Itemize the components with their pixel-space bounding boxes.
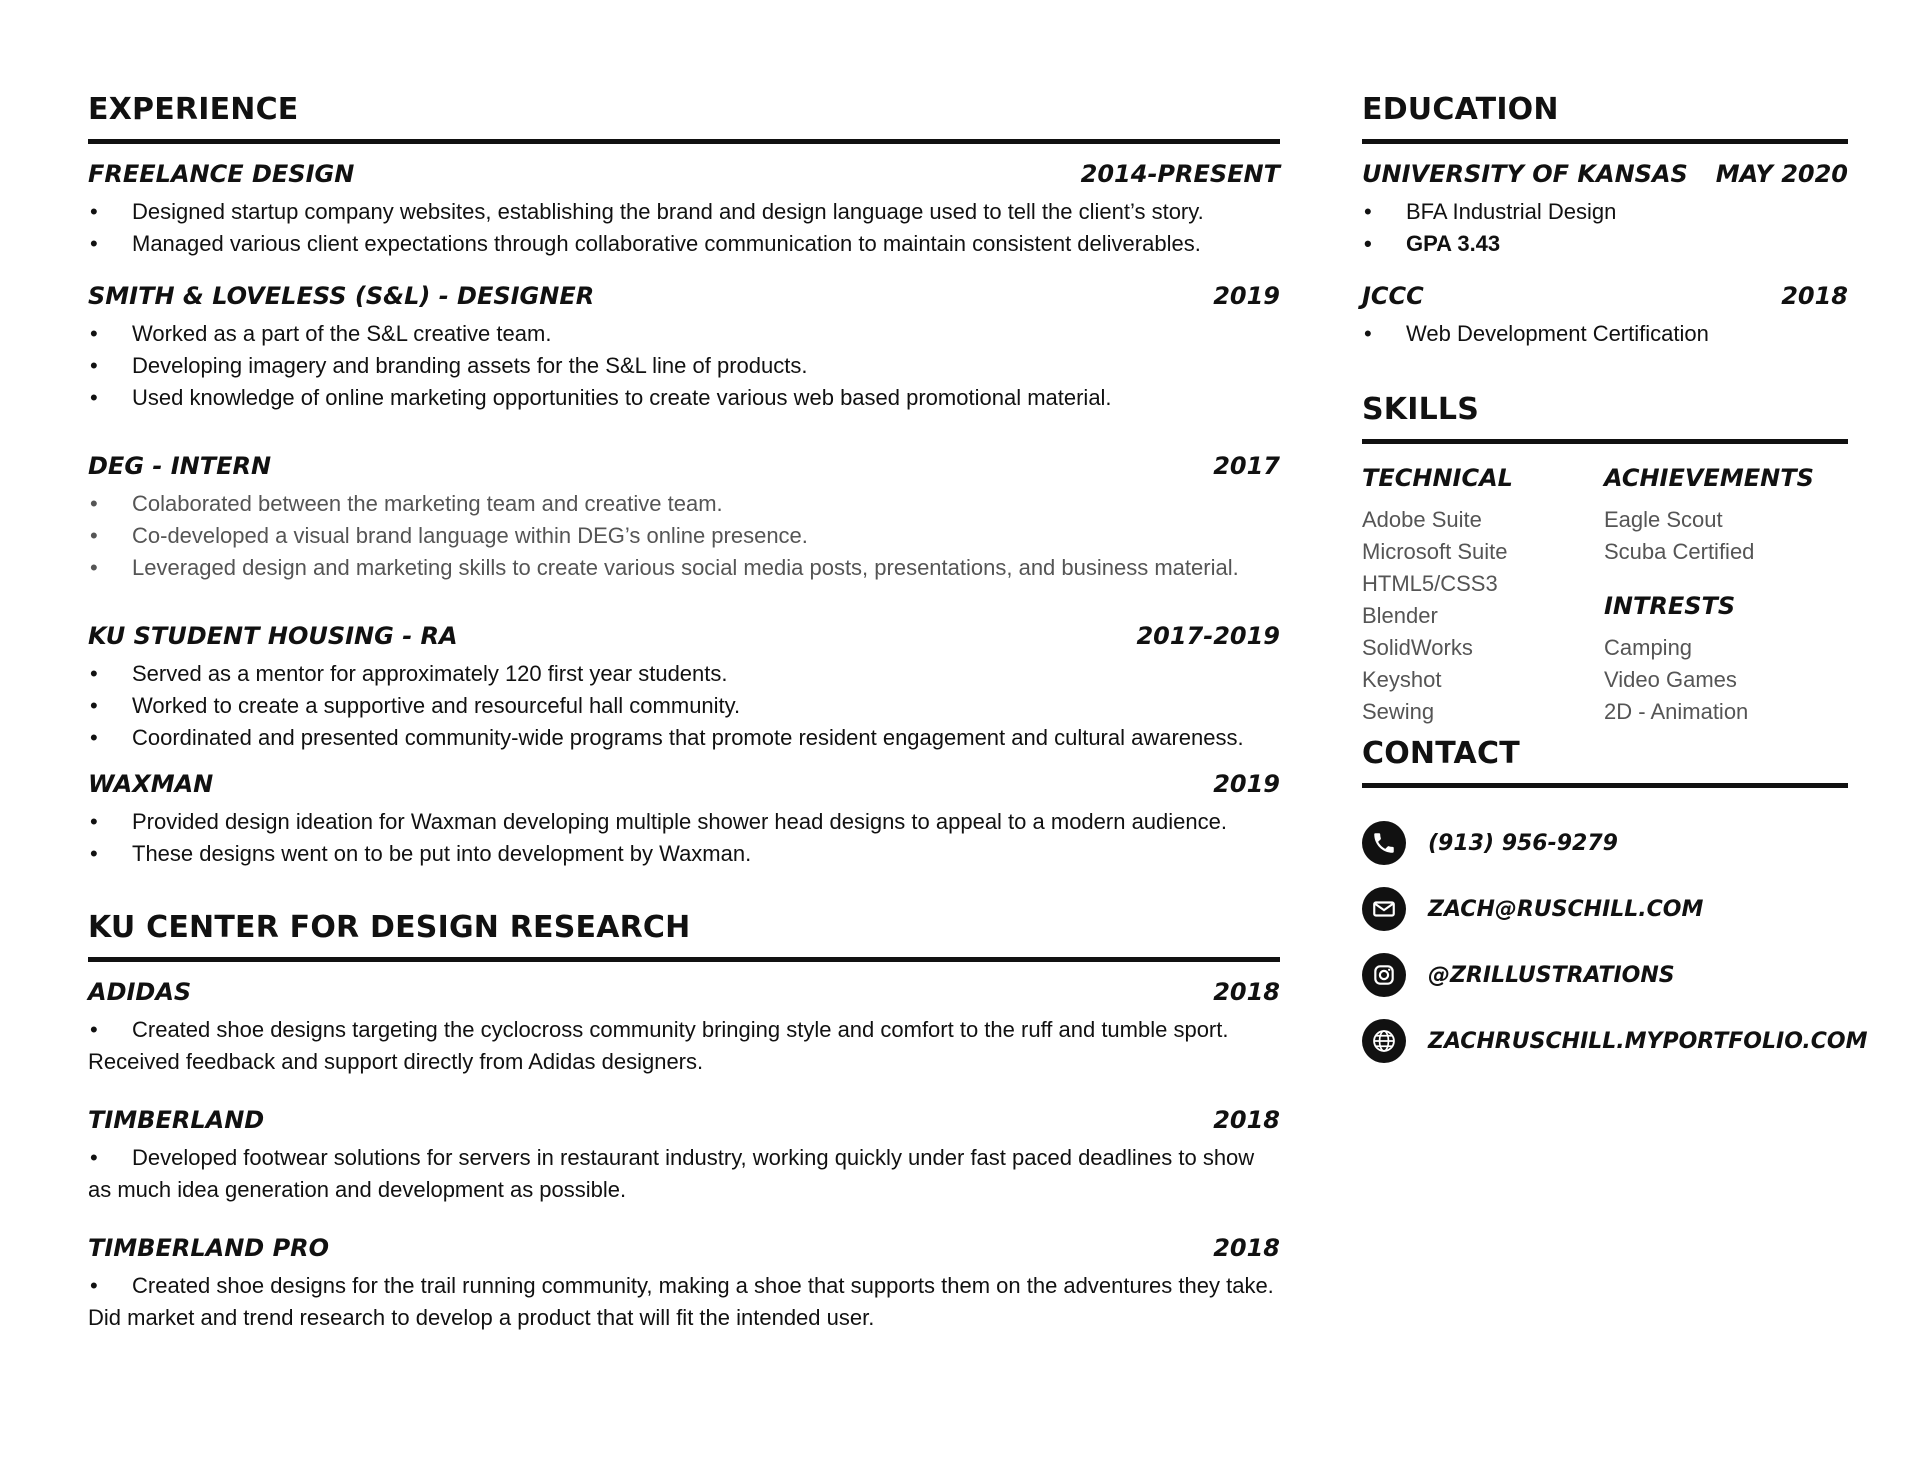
job-bullets	[88, 806, 1280, 870]
project-title: ADIDAS	[88, 978, 192, 1006]
interests-title: INTRESTS	[1604, 592, 1736, 620]
skill-item: HTML5/CSS3	[1362, 571, 1498, 596]
job-bullets	[88, 318, 1280, 414]
job-bullet: • Designed startup company websites, establishing the brand and design language used to tell the client’s story.	[88, 196, 1280, 228]
school-bullets	[1362, 318, 1848, 350]
education-heading: EDUCATION	[1362, 92, 1848, 144]
contact-email	[1362, 876, 1848, 942]
technical-column	[1362, 464, 1604, 728]
job-bullet: • Co-developed a visual brand language within DEG’s online presence.	[88, 520, 1280, 552]
job-bullet: • Worked to create a supportive and resourceful hall community.	[88, 690, 1280, 722]
left-column	[88, 92, 1280, 1334]
job-bullets	[88, 658, 1280, 754]
job-title: DEG - INTERN	[88, 452, 272, 480]
school-bullets	[1362, 196, 1848, 260]
job-title: FREELANCE DESIGN	[88, 160, 355, 188]
job-bullet: • Colaborated between the marketing team and creative team.	[88, 488, 1280, 520]
achievements-title: ACHIEVEMENTS	[1604, 464, 1814, 492]
gpa-bullet: • GPA 3.43	[1362, 228, 1848, 260]
job-entry	[88, 160, 1280, 260]
interests-list	[1604, 632, 1846, 728]
globe-icon	[1362, 1019, 1406, 1063]
school-title: UNIVERSITY OF KANSAS	[1362, 160, 1688, 188]
school-bullet: • BFA Industrial Design	[1362, 196, 1848, 228]
phone-text: (913) 956-9279	[1428, 830, 1618, 856]
interest-item: 2D - Animation	[1604, 699, 1749, 724]
project-description: • Developed footwear solutions for servers in restaurant industry, working quickly under fast paced deadlines to show as much idea generation and development as possible.	[88, 1145, 1255, 1202]
job-date: 2014-PRESENT	[1080, 160, 1280, 188]
email-text: ZACH@RUSCHILL.COM	[1428, 896, 1704, 922]
job-bullet: • Coordinated and presented community-wide programs that promote resident engagement and cultural awareness.	[88, 722, 1280, 754]
job-entry	[88, 452, 1280, 584]
job-date: 2017	[1213, 452, 1280, 480]
project-text: Created shoe designs targeting the cyclocross community bringing style and comfort to the ruff and tumble sport. Received feedback and support directly from Adidas designers.	[88, 1017, 1229, 1074]
job-bullet: • Developing imagery and branding assets for the S&L line of products.	[88, 350, 1280, 382]
job-bullet: • Used knowledge of online marketing opportunities to create various web based promotional material.	[88, 382, 1280, 414]
job-entry	[88, 770, 1280, 870]
job-date: 2019	[1213, 282, 1280, 310]
school-entry	[1362, 160, 1848, 260]
job-date: 2017-2019	[1136, 622, 1280, 650]
project-entry	[88, 1106, 1280, 1206]
job-entry	[88, 622, 1280, 754]
job-bullet: • Managed various client expectations through collaborative communication to maintain consistent deliverables.	[88, 228, 1280, 260]
project-date: 2018	[1213, 1106, 1280, 1134]
job-title: SMITH & LOVELESS (S&L) - DESIGNER	[88, 282, 595, 310]
job-title: WAXMAN	[88, 770, 214, 798]
project-description: • Created shoe designs for the trail running community, making a shoe that supports them on the adventures they take. Did market and trend research to develop a product that will fit the intended user.	[88, 1273, 1274, 1330]
skill-item: Adobe Suite	[1362, 507, 1482, 532]
instagram-text: @ZRILLUSTRATIONS	[1428, 962, 1675, 988]
project-entry	[88, 1234, 1280, 1334]
instagram-icon	[1362, 953, 1406, 997]
achievements-list	[1604, 504, 1846, 568]
achievement-item: Scuba Certified	[1604, 539, 1755, 564]
contact-instagram	[1362, 942, 1848, 1008]
job-bullets	[88, 196, 1280, 260]
project-title: TIMBERLAND	[88, 1106, 265, 1134]
school-title: JCCC	[1362, 282, 1424, 310]
project-entry	[88, 978, 1280, 1078]
website-text: ZACHRUSCHILL.MYPORTFOLIO.COM	[1428, 1028, 1868, 1054]
skill-item: Microsoft Suite	[1362, 539, 1508, 564]
right-column	[1362, 92, 1868, 1074]
project-title: TIMBERLAND PRO	[88, 1234, 330, 1262]
skill-item: Sewing	[1362, 699, 1435, 724]
job-bullet: • These designs went on to be put into development by Waxman.	[88, 838, 1280, 870]
interest-item: Video Games	[1604, 667, 1737, 692]
skill-item: Blender	[1362, 603, 1438, 628]
school-date: MAY 2020	[1715, 160, 1848, 188]
interest-item: Camping	[1604, 635, 1693, 660]
job-bullet: • Worked as a part of the S&L creative team.	[88, 318, 1280, 350]
skill-item: Keyshot	[1362, 667, 1442, 692]
contact-heading: CONTACT	[1362, 736, 1848, 788]
school-bullet: • Web Development Certification	[1362, 318, 1848, 350]
achievement-item: Eagle Scout	[1604, 507, 1723, 532]
technical-title: TECHNICAL	[1362, 464, 1513, 492]
envelope-icon	[1362, 887, 1406, 931]
job-date: 2019	[1213, 770, 1280, 798]
project-date: 2018	[1213, 978, 1280, 1006]
contact-list	[1362, 810, 1868, 1074]
project-date: 2018	[1213, 1234, 1280, 1262]
school-entry	[1362, 282, 1848, 350]
job-entry	[88, 282, 1280, 414]
achievements-column	[1604, 464, 1846, 728]
contact-website	[1362, 1008, 1868, 1074]
skills-grid	[1362, 464, 1848, 728]
project-text: Created shoe designs for the trail running community, making a shoe that supports them on the adventures they take. Did market and trend research to develop a product that will fit the intended user.	[88, 1273, 1274, 1330]
experience-heading: EXPERIENCE	[88, 92, 1280, 144]
job-bullets	[88, 488, 1280, 584]
job-bullet: • Leveraged design and marketing skills to create various social media posts, presentations, and business material.	[88, 552, 1280, 584]
research-heading: KU CENTER FOR DESIGN RESEARCH	[88, 910, 1280, 962]
phone-icon	[1362, 821, 1406, 865]
project-description: • Created shoe designs targeting the cyclocross community bringing style and comfort to the ruff and tumble sport. Received feedback and support directly from Adidas designers.	[88, 1017, 1229, 1074]
skills-heading: SKILLS	[1362, 392, 1848, 444]
project-text: Developed footwear solutions for servers in restaurant industry, working quickly under fast paced deadlines to show as much idea generation and development as possible.	[88, 1145, 1255, 1202]
job-bullet: • Provided design ideation for Waxman developing multiple shower head designs to appeal to a modern audience.	[88, 806, 1280, 838]
technical-list	[1362, 504, 1604, 728]
school-date: 2018	[1781, 282, 1848, 310]
job-bullet: • Served as a mentor for approximately 120 first year students.	[88, 658, 1280, 690]
skill-item: SolidWorks	[1362, 635, 1473, 660]
job-title: KU STUDENT HOUSING - RA	[88, 622, 458, 650]
contact-phone	[1362, 810, 1848, 876]
